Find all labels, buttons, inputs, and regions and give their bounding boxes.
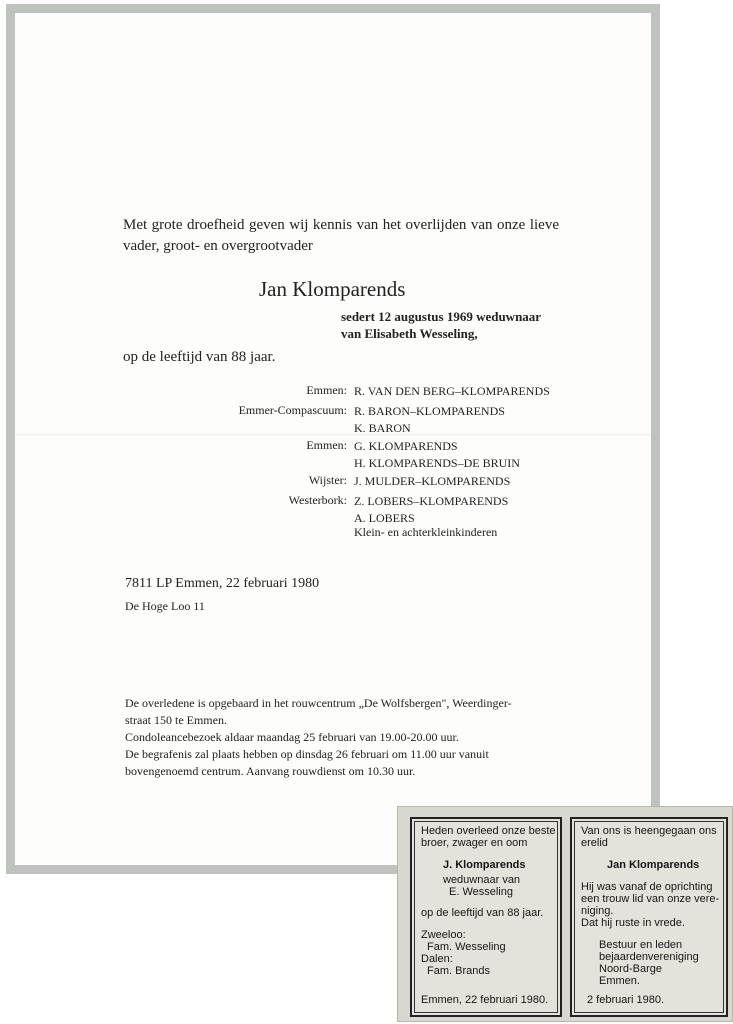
details-line: De overledene is opgebaard in het rouwcentrum „De Wolfsbergen", Weerdinger- xyxy=(125,696,512,710)
family-notice-frame xyxy=(414,821,558,1013)
notice-signer-line: bejaardenvereniging xyxy=(599,951,699,963)
family-name: J. MULDER–KLOMPARENDS xyxy=(354,474,511,488)
mourning-card xyxy=(6,4,660,874)
notice-body-line: Hij was vanaf de oprichting xyxy=(581,881,713,893)
age-line: op de leeftijd van 88 jaar. xyxy=(123,349,276,365)
family-name: H. KLOMPARENDS–DE BRUIN xyxy=(354,456,520,470)
notice-place-2: Dalen: xyxy=(421,953,453,965)
deceased-name: Jan Klomparends xyxy=(259,277,406,301)
widower-line-1: sedert 12 augustus 1969 weduwnaar xyxy=(341,309,542,324)
notice-body-line: een trouw lid van onze vere- xyxy=(581,893,720,905)
notice-heading-1: Heden overleed onze beste xyxy=(421,825,556,837)
funeral-details xyxy=(125,695,555,780)
notice-body-line: niging. xyxy=(581,905,614,917)
family-place: Westerbork: xyxy=(288,493,347,507)
details-line: De begrafenis zal plaats hebben op dinsdag 26 februari om 11.00 uur vanuit xyxy=(125,747,489,761)
notice-heading-2: erelid xyxy=(581,837,608,849)
family-place: Wijster: xyxy=(308,473,347,487)
family-name: K. BARON xyxy=(354,421,411,435)
notice-signer-line: Bestuur en leden xyxy=(599,939,683,951)
address-block xyxy=(125,573,319,617)
family-names xyxy=(354,493,508,527)
notice-age: op de leeftijd van 88 jaar. xyxy=(421,907,544,919)
widower-note xyxy=(341,308,541,342)
notice-date: Emmen, 22 februari 1980. xyxy=(421,994,549,1006)
family-name: G. KLOMPARENDS xyxy=(354,439,458,453)
paper-fold-line xyxy=(15,434,651,436)
notice-heading-1: Van ons is heengegaan ons xyxy=(581,825,717,837)
address-line: 7811 LP Emmen, 22 februari 1980 xyxy=(125,576,320,591)
family-name: A. LOBERS xyxy=(354,511,415,525)
family-name: Z. LOBERS–KLOMPARENDS xyxy=(354,494,509,508)
details-line: bovengenoemd centrum. Aanvang rouwdienst om 10.30 uur. xyxy=(125,764,416,778)
notice-name: J. Klomparends xyxy=(443,859,526,871)
notice-name: Jan Klomparends xyxy=(607,859,700,871)
family-notice xyxy=(410,817,562,1017)
family-place: Emmen: xyxy=(306,383,347,397)
details-line: Condoleancebezoek aldaar maandag 25 februari van 19.00-20.00 uur. xyxy=(125,730,459,744)
family-names xyxy=(354,403,505,437)
street-line: De Hoge Loo 11 xyxy=(125,599,205,613)
notice-signer-line: Emmen. xyxy=(599,975,640,987)
notice-place-1: Zweeloo: xyxy=(421,929,466,941)
association-notice xyxy=(570,817,728,1017)
notice-date: 2 februari 1980. xyxy=(587,994,665,1006)
notice-widower-2: E. Wesseling xyxy=(449,886,513,898)
family-place: Emmen: xyxy=(306,438,347,452)
newspaper-clipping xyxy=(397,806,733,1022)
notice-widower-1: weduwnaar van xyxy=(443,874,521,886)
notice-family-1: Fam. Wesseling xyxy=(427,941,506,953)
family-names xyxy=(354,473,510,490)
family-name: R. VAN DEN BERG–KLOMPARENDS xyxy=(354,384,550,398)
notice-body-line: Dat hij ruste in vrede. xyxy=(581,917,685,929)
notice-heading-2: broer, zwager en oom xyxy=(421,837,528,849)
announcement-intro: Met grote droefheid geven wij kennis van het overlijden van onze lieve vader, groot- en overgrootvader xyxy=(123,217,559,254)
family-names xyxy=(354,438,520,472)
widower-line-2: van Elisabeth Wesseling, xyxy=(341,326,478,341)
association-notice-frame xyxy=(574,821,724,1013)
family-names xyxy=(354,383,550,400)
notice-family-2: Fam. Brands xyxy=(427,965,490,977)
card-paper xyxy=(15,13,651,865)
family-name: R. BARON–KLOMPARENDS xyxy=(354,404,505,418)
family-place: Emmer-Compascuum: xyxy=(238,403,347,417)
notice-signer-line: Noord-Barge xyxy=(599,963,662,975)
details-line: straat 150 te Emmen. xyxy=(125,713,227,727)
grandchildren-line: Klein- en achterkleinkinderen xyxy=(354,525,498,539)
